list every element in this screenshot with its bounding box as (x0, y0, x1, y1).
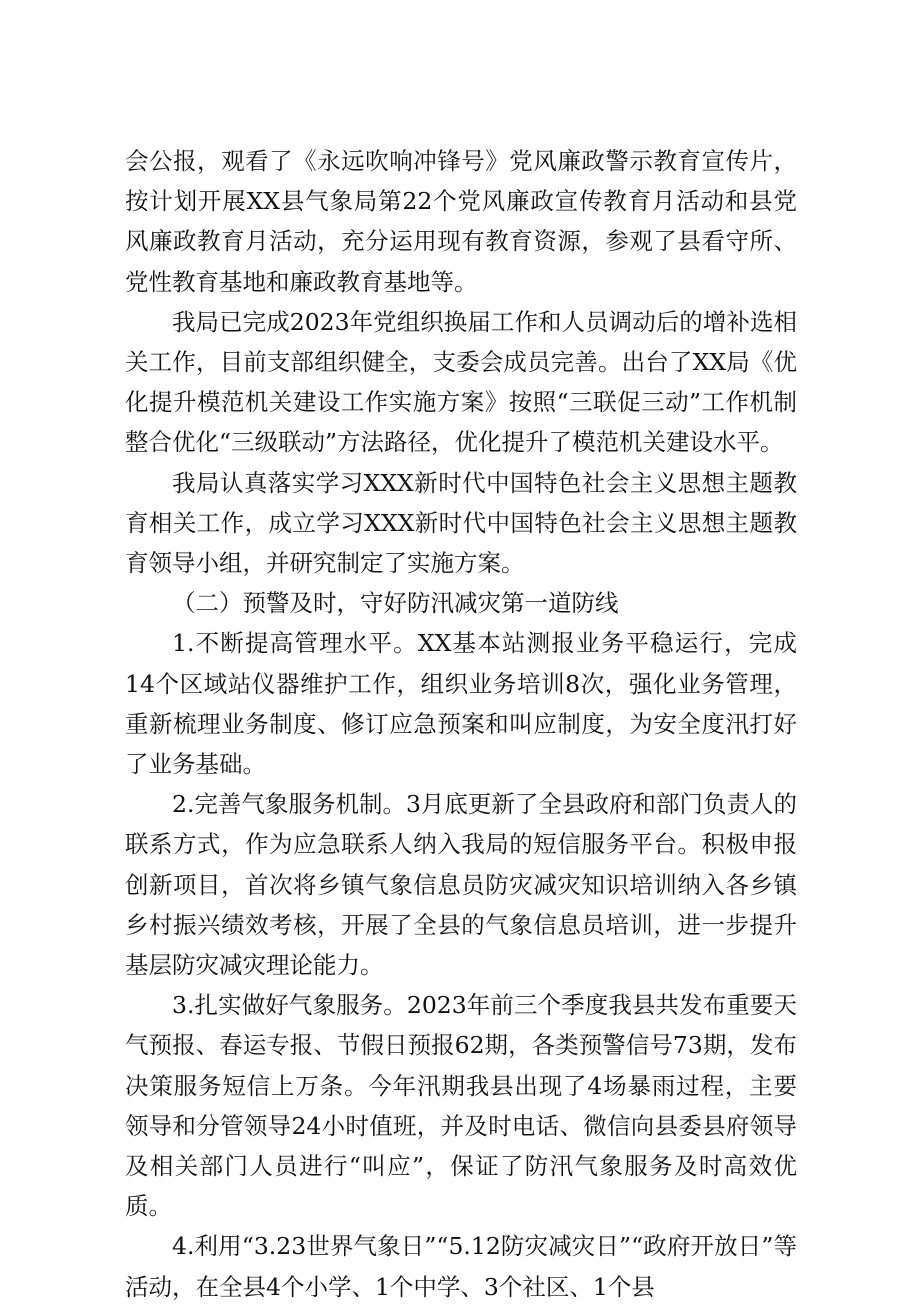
paragraph-theme-education: 我局认真落实学习XXX新时代中国特色社会主义思想主题教育相关工作，成立学习XXX新时代中国特色社会主义思想主题教育领导小组，并研究制定了实施方案。 (125, 468, 797, 578)
paragraph-continuation: 会公报，观看了《永远吹响冲锋号》党风廉政警示教育宣传片，按计划开展XX县气象局第22个党风廉政宣传教育月活动和县党风廉政教育月活动，充分运用现有教育资源，参观了县看守所、党性教育基地和廉政教育基地等。 (125, 147, 797, 296)
section-heading: （二）预警及时，守好防汛减灾第一道防线 (172, 589, 619, 618)
body-text (125, 141, 797, 1307)
paragraph-item-1: 1.不断提高管理水平。XX基本站测报业务平稳运行，完成14个区域站仪器维护工作，组织业务培训8次，强化业务管理，重新梳理业务制度、修订应急预案和叫应制度，为安全度汛打好了业务基础。 (125, 629, 797, 779)
paragraph-party-organization: 我局已完成2023年党组织换届工作和人员调动后的增补选相关工作，目前支部组织健全，支委会成员完善。出台了XX局《优化提升模范机关建设工作实施方案》按照“三联促三动”工作机制整合优化“三级联动”方法路径，优化提升了模范机关建设水平。 (125, 307, 797, 457)
paragraph-item-3: 3.扎实做好气象服务。2023年前三个季度我县共发布重要天气预报、春运专报、节假日预报62期，各类预警信号73期，发布决策服务短信上万条。今年汛期我县出现了4场暴雨过程，主要领导和分管领导24小时值班，并及时电话、微信向县委县府领导及相关部门人员进行“叫应”，保证了防汛气象服务及时高效优质。 (125, 991, 797, 1221)
paragraph-item-2: 2.完善气象服务机制。3月底更新了全县政府和部门负责人的联系方式，作为应急联系人纳入我局的短信服务平台。积极申报创新项目，首次将乡镇气象信息员防灾减灾知识培训纳入各乡镇乡村振兴绩效考核，开展了全县的气象信息员培训，进一步提升基层防灾减灾理论能力。 (125, 790, 797, 980)
paragraph-item-4: 4.利用“3.23世界气象日”“5.12防灾减灾日”“政府开放日”等活动，在全县4个小学、1个中学、3个社区、1个县 (125, 1232, 797, 1301)
